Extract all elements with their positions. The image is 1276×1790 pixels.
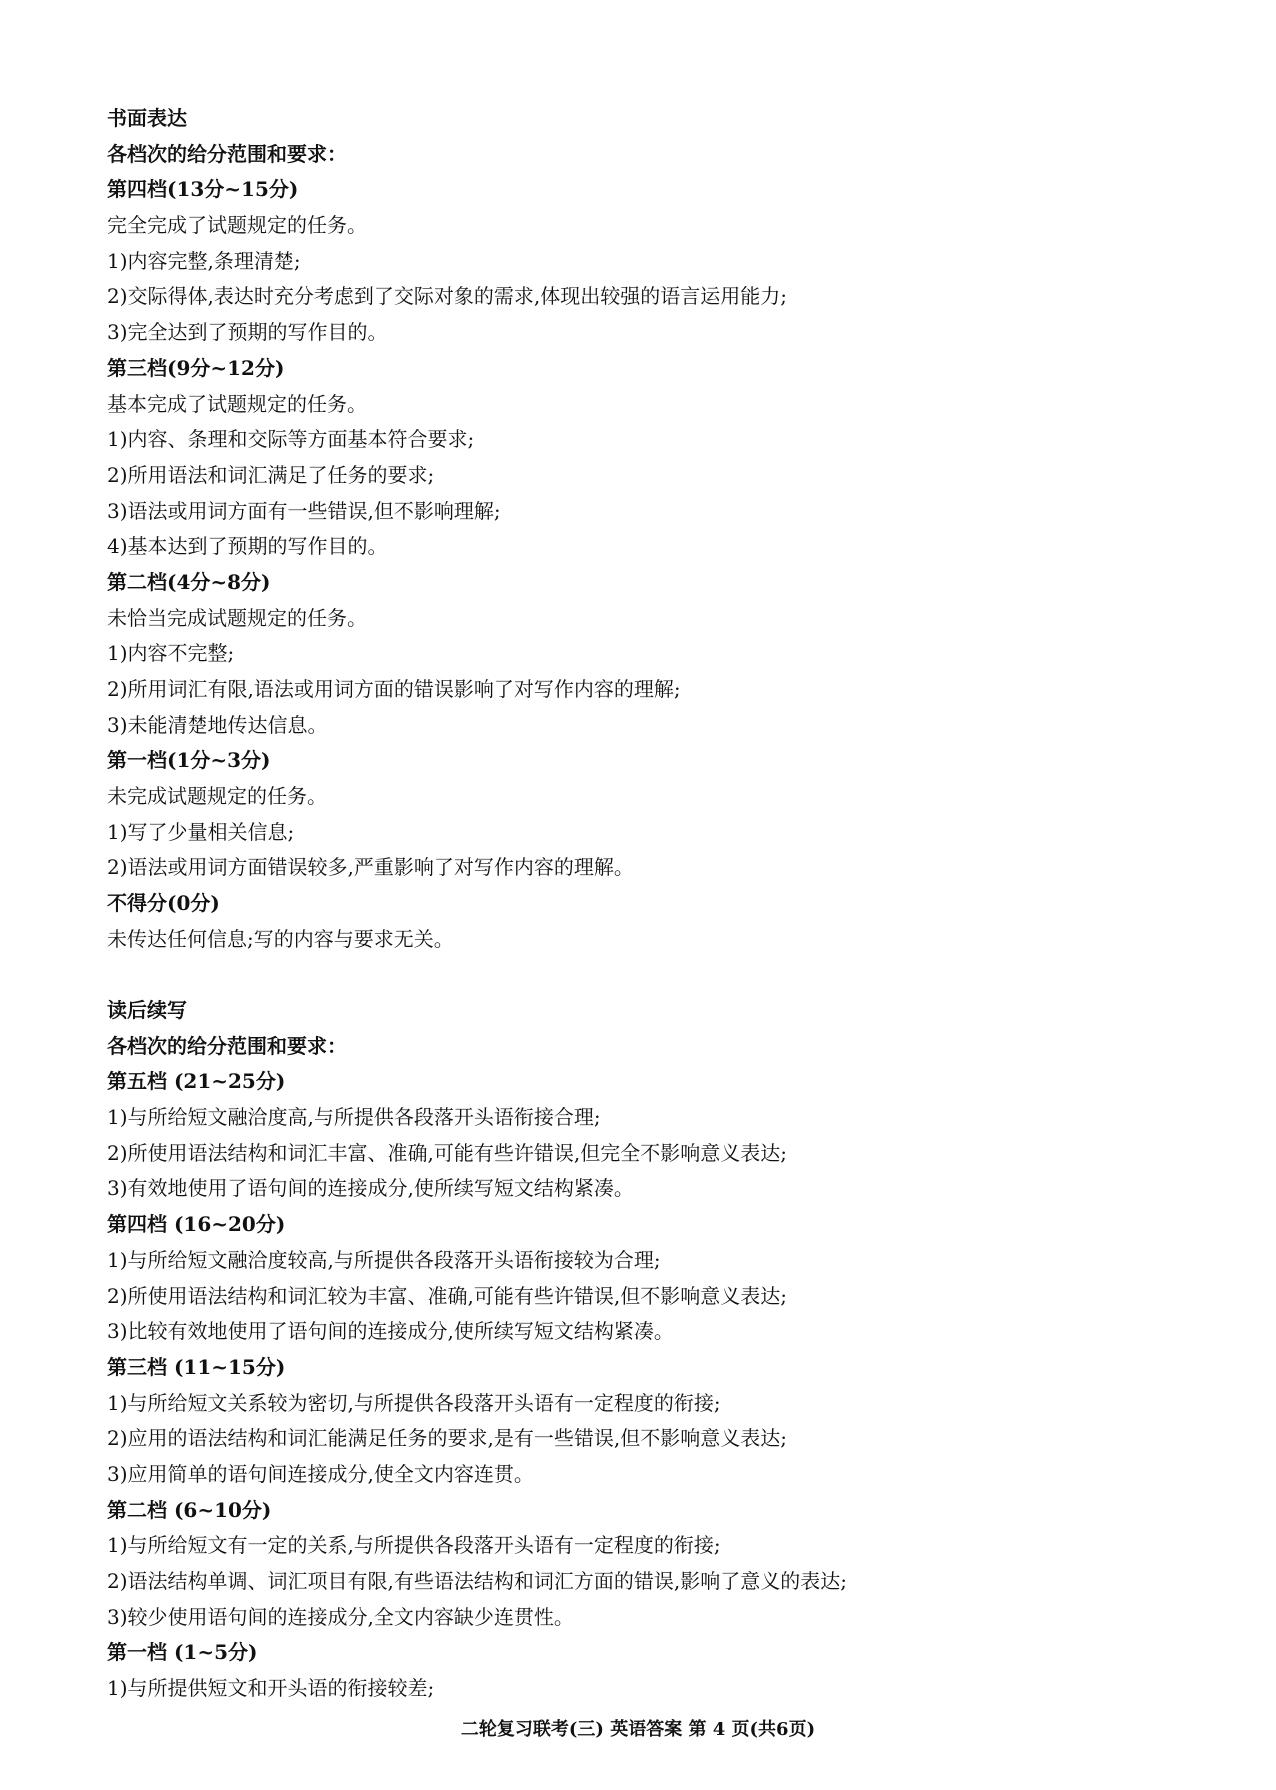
criterion-line: 基本完成了试题规定的任务。 [107,391,367,416]
criterion-line: 1)与所给短文关系较为密切,与所提供各段落开头语有一定程度的衔接; [107,1390,721,1415]
criterion-line: 2)所使用语法结构和词汇丰富、准确,可能有些许错误,但完全不影响意义表达; [107,1140,787,1165]
grade-heading: 不得分(0分) [107,891,220,916]
grade-heading: 第三档(9分~12分) [107,355,285,380]
criterion-line: 3)有效地使用了语句间的连接成分,使所续写短文结构紧凑。 [107,1176,634,1201]
grade-heading: 第五档 (21~25分) [107,1069,286,1094]
criterion-line: 1)与所给短文融洽度高,与所提供各段落开头语衔接合理; [107,1105,601,1130]
criterion-line: 2)所用语法和词汇满足了任务的要求; [107,462,435,487]
criterion-line: 3)较少使用语句间的连接成分,全文内容缺少连贯性。 [107,1604,574,1629]
criterion-line: 1)与所给短文融洽度较高,与所提供各段落开头语衔接较为合理; [107,1247,661,1272]
criterion-line: 3)语法或用词方面有一些错误,但不影响理解; [107,498,501,523]
grade-heading: 第三档 (11~15分) [107,1354,286,1379]
criterion-line: 1)内容不完整; [107,641,235,666]
criterion-line: 3)比较有效地使用了语句间的连接成分,使所续写短文结构紧凑。 [107,1319,674,1344]
criterion-line: 1)内容、条理和交际等方面基本符合要求; [107,427,475,452]
criterion-line: 2)语法结构单调、词汇项目有限,有些语法结构和词汇方面的错误,影响了意义的表达; [107,1569,847,1593]
grade-heading: 第二档(4分~8分) [107,569,271,594]
criterion-line: 1)与所提供短文和开头语的衔接较差; [107,1676,435,1701]
criterion-line: 3)完全达到了预期的写作目的。 [107,320,388,345]
criterion-line: 4)基本达到了预期的写作目的。 [107,534,388,559]
criterion-line: 未传达任何信息;写的内容与要求无关。 [107,926,454,951]
section-continuation [107,993,1207,1707]
section-subtitle: 各档次的给分范围和要求： [107,141,347,166]
grade-heading: 第二档 (6~10分) [107,1497,272,1522]
criterion-line: 未恰当完成试题规定的任务。 [107,605,367,630]
criterion-line: 3)应用简单的语句间连接成分,使全文内容连贯。 [107,1461,534,1486]
grade-heading: 第四档(13分~15分) [107,177,299,202]
criterion-line: 1)与所给短文有一定的关系,与所提供各段落开头语有一定程度的衔接; [107,1533,721,1558]
grade-heading: 第四档 (16~20分) [107,1212,286,1237]
grade-heading: 第一档 (1~5分) [107,1640,258,1665]
section-subtitle: 各档次的给分范围和要求： [107,1033,347,1058]
criterion-line: 2)所用词汇有限,语法或用词方面的错误影响了对写作内容的理解; [107,677,681,701]
criterion-line: 2)语法或用词方面错误较多,严重影响了对写作内容的理解。 [107,855,634,880]
criterion-line: 1)内容完整,条理清楚; [107,248,301,273]
criterion-line: 2)应用的语法结构和词汇能满足任务的要求,是有一些错误,但不影响意义表达; [107,1426,787,1451]
section-title: 读后续写 [107,998,187,1022]
criterion-line: 完全完成了试题规定的任务。 [107,213,367,238]
criterion-line: 未完成试题规定的任务。 [107,784,327,809]
criterion-line: 2)所使用语法结构和词汇较为丰富、准确,可能有些许错误,但不影响意义表达; [107,1283,787,1308]
grade-heading: 第一档(1分~3分) [107,748,271,773]
criterion-line: 3)未能清楚地传达信息。 [107,712,328,737]
section-title: 书面表达 [107,106,187,130]
section-writing [107,101,1207,958]
criterion-line: 1)写了少量相关信息; [107,819,295,844]
page-footer: 二轮复习联考(三) 英语答案 第 4 页(共6页) [460,1719,816,1740]
criterion-line: 2)交际得体,表达时充分考虑到了交际对象的需求,体现出较强的语言运用能力; [107,284,787,309]
